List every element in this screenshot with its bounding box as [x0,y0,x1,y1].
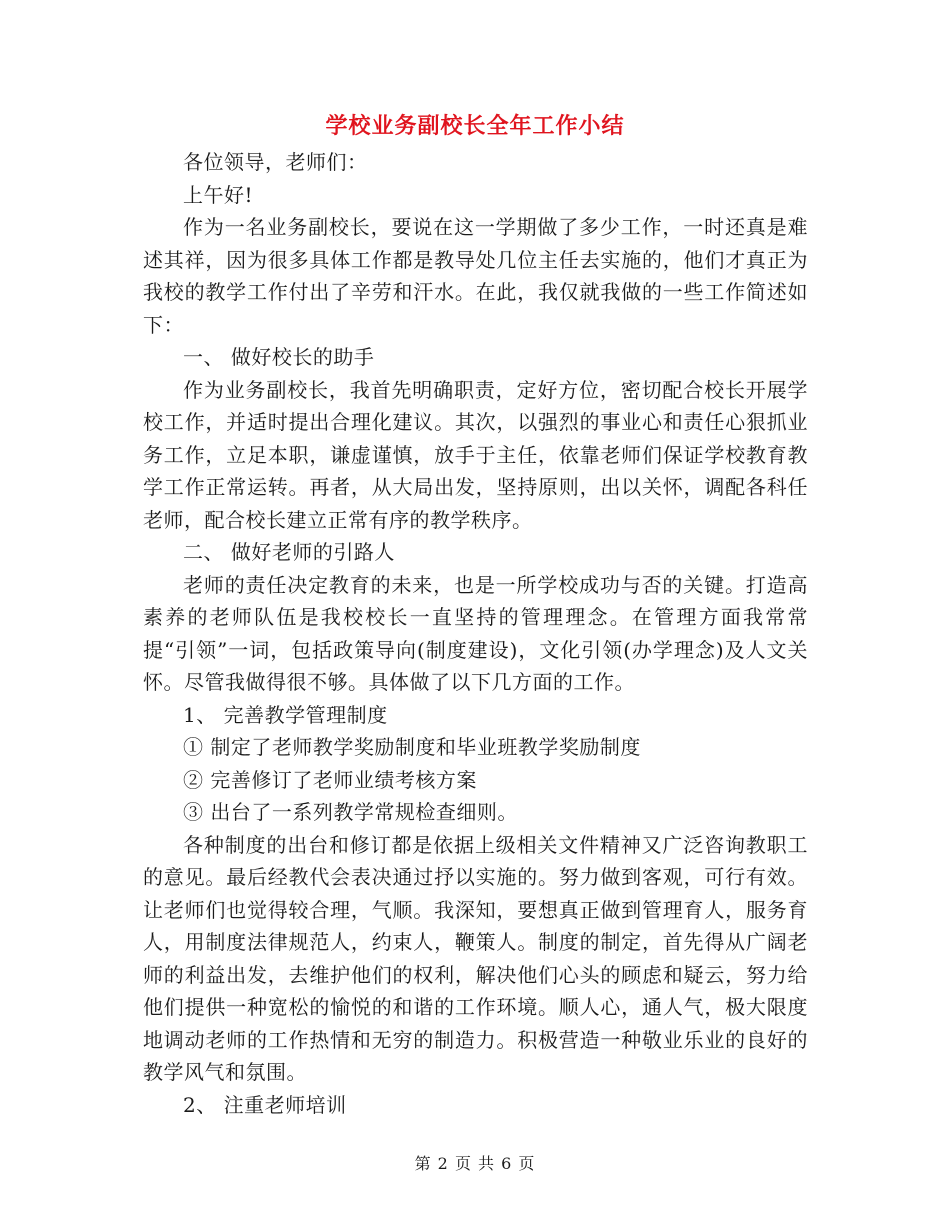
paragraph-salutation: 上午好! [183,182,254,207]
list-item-2: ② 完善修订了老师业绩考核方案 [183,767,477,792]
page-number-footer: 第 2 页 共 6 页 [414,1154,536,1173]
paragraph-regulations: 各种制度的出台和修订都是依据上级相关文件精神又广泛咨询教职工的意见。最后经教代会表决通过抒以实施的。努力做到客观，可行有效。让老师们也觉得较合理，气顺。我深知，要想真正做到管理育人，服务育人，用制度法律规范人，约束人，鞭策人。制度的制定，首先得从广阔老师的利益出发，去维护他们的权利，解决他们心头的顾虑和疑云，努力给他们提供一种宽松的愉悦的和谐的工作环境。顺人心，通人气，极大限度地调动老师的工作热情和无穷的制造力。积极营造一种敬业乐业的良好的教学风气和氛围。 [143,832,808,1084]
paragraph-intro: 作为一名业务副校长，要说在这一学期做了多少工作，一时还真是难述其祥，因为很多具体工作都是教导处几位主任去实施的，他们才真正为我校的教学工作付出了辛劳和汗水。在此，我仅就我做的一些工作简述如下： [143,215,808,337]
document-body [143,146,808,1121]
subsection-heading-1: 1、 完善教学管理制度 [183,702,388,727]
list-item-1: ① 制定了老师教学奖励制度和毕业班教学奖励制度 [183,735,641,759]
subsection-heading-2: 2、 注重老师培训 [183,1092,347,1117]
paragraph-section-1: 作为业务副校长，我首先明确职责，定好方位，密切配合校长开展学校工作，并适时提出合理化建议。其次，以强烈的事业心和责任心狠抓业务工作，立足本职，谦虚谨慎，放手于主任，依靠老师们保证学校教育教学工作正常运转。再者，从大局出发，坚持原则，出以关怀，调配各科任老师，配合校长建立正常有序的教学秩序。 [143,377,808,532]
section-heading-1: 一、 做好校长的助手 [183,345,375,369]
paragraph-greeting: 各位领导，老师们： [183,150,368,174]
list-item-3: ③ 出台了一系列教学常规检查细则。 [183,800,518,824]
document-title: 学校业务副校长全年工作小结 [325,113,625,139]
paragraph-section-2: 老师的责任决定教育的未来，也是一所学校成功与否的关键。打造高素养的老师队伍是我校校长一直坚持的管理理念。在管理方面我常常提“引领”一词，包括政策导向(制度建设)，文化引领(办学理念)及人文关怀。尽管我做得很不够。具体做了以下几方面的工作。 [143,572,808,694]
section-heading-2: 二、 做好老师的引路人 [183,540,395,564]
